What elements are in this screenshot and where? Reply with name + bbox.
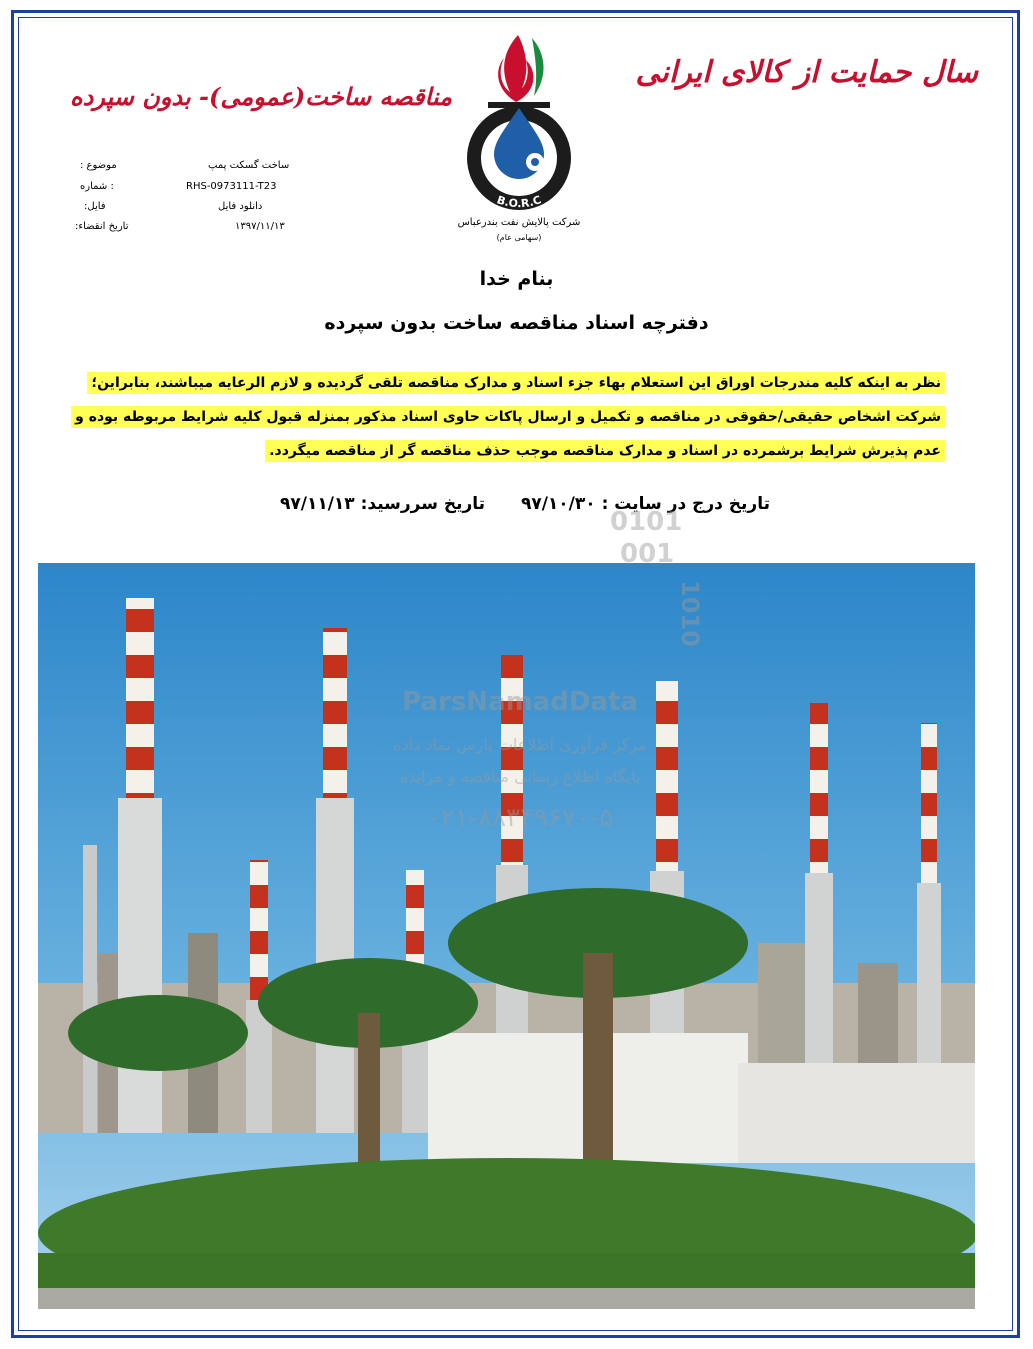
watermark-digits-2: 001 [620,539,675,569]
meta-subject-value: ساخت گسکت پمپ [208,160,290,171]
watermark-digits-1: 0101 [610,507,683,537]
watermark-line2: پایگاه اطلاع رسانی مناقصه و مزایده [399,767,641,786]
watermark-brand: ParsNamadData [402,687,638,717]
logo-company-type: (سهامی عام) [496,233,542,242]
date-due: تاریخ سررسید: ۹۷/۱۱/۱۳ [280,494,486,514]
meta-expiry-value: ۱۳۹۷/۱۱/۱۳ [235,221,285,232]
date-posted: تاریخ درج در سایت : ۹۷/۱۰/۳۰ [520,494,770,514]
refinery-photo [38,563,975,1309]
notice-paragraph [75,366,945,468]
borc-logo [438,30,600,245]
watermark-phone: ۰۲۱-۸۸۳۴۹۶۷۰-۵ [426,803,614,833]
logo-abbr: B.O.R.C [495,193,543,211]
logo-company-name: شرکت پالایش نفت بندرعباس [457,217,581,228]
tender-type-heading: مناقصه ساخت(عمومی)- بدون سپرده [70,82,452,111]
watermark-digits-3: 1010 [676,580,704,647]
meta-file-download-link[interactable]: دانلود فایل [218,201,263,212]
notice-text: نظر به اینکه کلیه مندرجات اوراق این استعلام بهاء جزء اسناد و مدارک مناقصه تلقی گردیده و لازم الرعایه میباشند، بنابراین؛ شرکت اشخاص حقیقی/حقوقی در مناقصه و تکمیل و ارسال پاکات حاوی اسناد مذکور بمنزله قبول کلیه شرایط مربوطه بوده و عدم پذیرش شرایط برشمرده در اسناد و مدارک مناقصه موجب حذف مناقصه گر از مناقصه میگردد. [71,372,945,462]
document-heading: بنام خدا [479,268,554,290]
meta-number-label: : شماره [80,181,114,192]
meta-expiry-label: تاریخ انقضاء: [75,221,129,232]
meta-subject-label: موضوع : [80,160,117,171]
meta-number-value: RHS-0973111-T23 [186,181,277,192]
year-slogan: سال حمایت از کالای ایرانی [635,55,978,90]
meta-file-label: فایل: [84,201,106,212]
document-title: دفترچه اسناد مناقصه ساخت بدون سپرده [324,312,709,334]
watermark-line1: مرکز فرآوری اطلاعات پارس نماد داده [393,735,647,754]
